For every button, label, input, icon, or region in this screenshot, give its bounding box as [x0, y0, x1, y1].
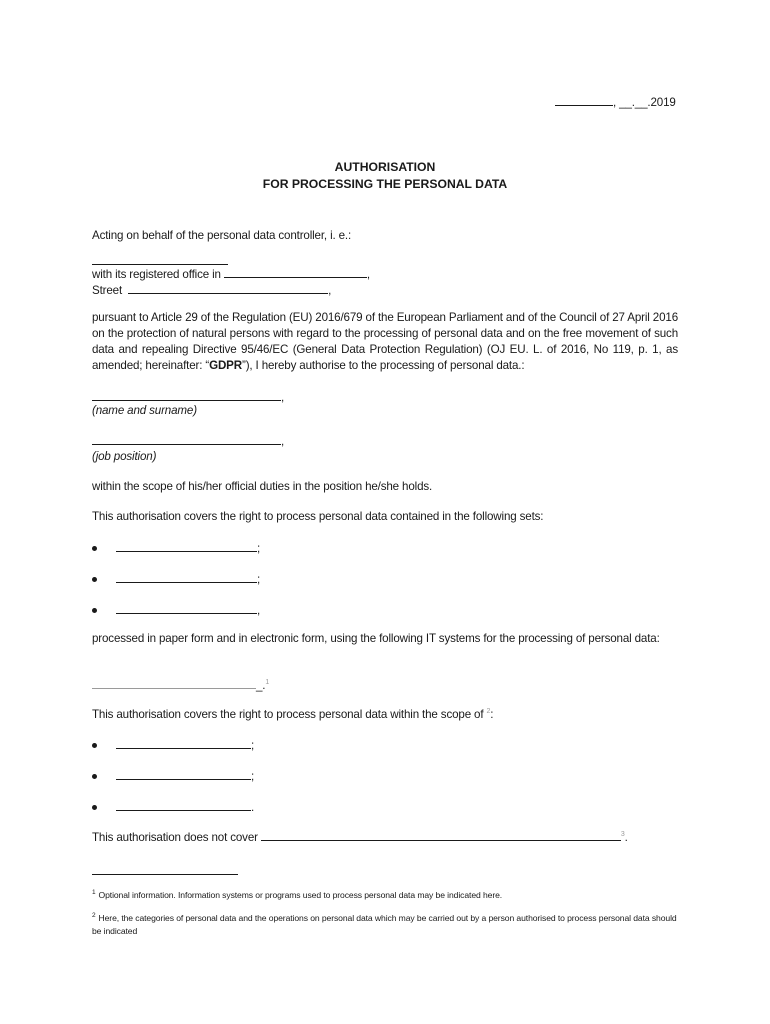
set-blank-1 [116, 540, 257, 552]
scope-blank-3 [116, 799, 251, 811]
footnote-ref-2[interactable]: 2 [486, 708, 491, 716]
set-punct-1: ; [257, 542, 261, 555]
scope-item-3 [116, 799, 254, 816]
set-blank-2 [116, 571, 257, 583]
bullet-icon [92, 608, 97, 613]
place-blank [555, 94, 613, 106]
bullet-icon [92, 774, 97, 779]
scope-item-1 [116, 737, 254, 754]
scope-intro-colon: : [490, 708, 494, 721]
name-blank [92, 389, 281, 401]
set-item-3 [116, 602, 260, 619]
job-comma: , [281, 435, 285, 448]
set-item-1 [116, 540, 260, 557]
bullet-icon [92, 805, 97, 810]
footnote-1-number: 1 [92, 889, 96, 897]
registered-office-label: with its registered office in [92, 268, 221, 281]
street-comma: , [328, 284, 332, 297]
processed-paragraph: processed in paper form and in electronic form, using the following IT systems for the processing of personal data: [92, 632, 660, 645]
footnote-2 [92, 912, 678, 938]
date-line [555, 94, 676, 111]
registered-office-blank [224, 266, 367, 278]
name-caption: (name and surname) [92, 404, 197, 417]
job-blank [92, 433, 281, 445]
bullet-icon [92, 577, 97, 582]
street-blank [128, 282, 328, 294]
street-line [92, 282, 331, 299]
legal-basis-paragraph [92, 310, 678, 374]
set-punct-2: ; [257, 573, 261, 586]
street-label: Street [92, 284, 123, 297]
footnote-1-text: Optional information. Information systems or programs used to process personal data may be indicated here. [98, 890, 503, 900]
footnote-ref-1[interactable]: 1 [265, 679, 270, 687]
it-systems-line [92, 677, 269, 694]
registered-office-line [92, 266, 370, 283]
bullet-icon [92, 546, 97, 551]
set-punct-3: , [257, 604, 261, 617]
legal-text-part1: pursuant to Article 29 of the Regulation (EU) 2016/679 of the European Parliament and of the Council of 27 April 2016 on the protection of natural persons with regard to the processing of personal data and on the free movement of such data and repealing Directive 95/46/EC (General Data Protection Regulation) (OJ EU. L. of 2016, No 119, p. 1, as amended; hereinafter: “ [92, 311, 678, 372]
scope-punct-1: ; [251, 739, 255, 752]
document-title: AUTHORISATION [334, 160, 436, 174]
footnote-separator [92, 874, 238, 875]
footnote-2-text: Here, the categories of personal data and the operations on personal data which may be carried out by a person authorised to process personal data should be indicated [92, 913, 677, 936]
it-systems-blank [92, 677, 256, 689]
scope-item-2 [116, 768, 254, 785]
footnote-ref-3[interactable]: 3 [620, 831, 625, 839]
scope-intro-text: This authorisation covers the right to process personal data within the scope of [92, 708, 484, 721]
gdpr-abbreviation: GDPR [209, 359, 242, 372]
scope-punct-2: ; [251, 770, 255, 783]
scope-blank-1 [116, 737, 251, 749]
it-systems-punct: _. [256, 679, 266, 692]
scope-blank-2 [116, 768, 251, 780]
controller-name-blank [92, 264, 228, 265]
footnote-2-number: 2 [92, 912, 96, 920]
acting-on-behalf-text: Acting on behalf of the personal data controller, i. e.: [92, 229, 352, 242]
sets-intro-text: This authorisation covers the right to process personal data contained in the following sets: [92, 510, 544, 523]
registered-office-comma: , [366, 268, 370, 281]
not-cover-punct: . [624, 831, 628, 844]
job-caption: (job position) [92, 450, 157, 463]
not-cover-blank [261, 829, 621, 841]
legal-text-part2: ”), I hereby authorise to the processing of personal data.: [241, 359, 525, 372]
not-cover-line [92, 829, 628, 846]
scope-punct-3: . [251, 801, 255, 814]
name-comma: , [281, 391, 285, 404]
scope-duties-text: within the scope of his/her official duties in the position he/she holds. [92, 480, 433, 493]
bullet-icon [92, 743, 97, 748]
footnote-1 [92, 889, 678, 902]
set-blank-3 [116, 602, 257, 614]
not-cover-text: This authorisation does not cover [92, 831, 258, 844]
job-blank-line [92, 433, 284, 450]
document-subtitle: FOR PROCESSING THE PERSONAL DATA [262, 177, 508, 191]
scope-intro-line [92, 707, 493, 723]
set-item-2 [116, 571, 260, 588]
date-text: , __.__.2019 [613, 96, 676, 109]
